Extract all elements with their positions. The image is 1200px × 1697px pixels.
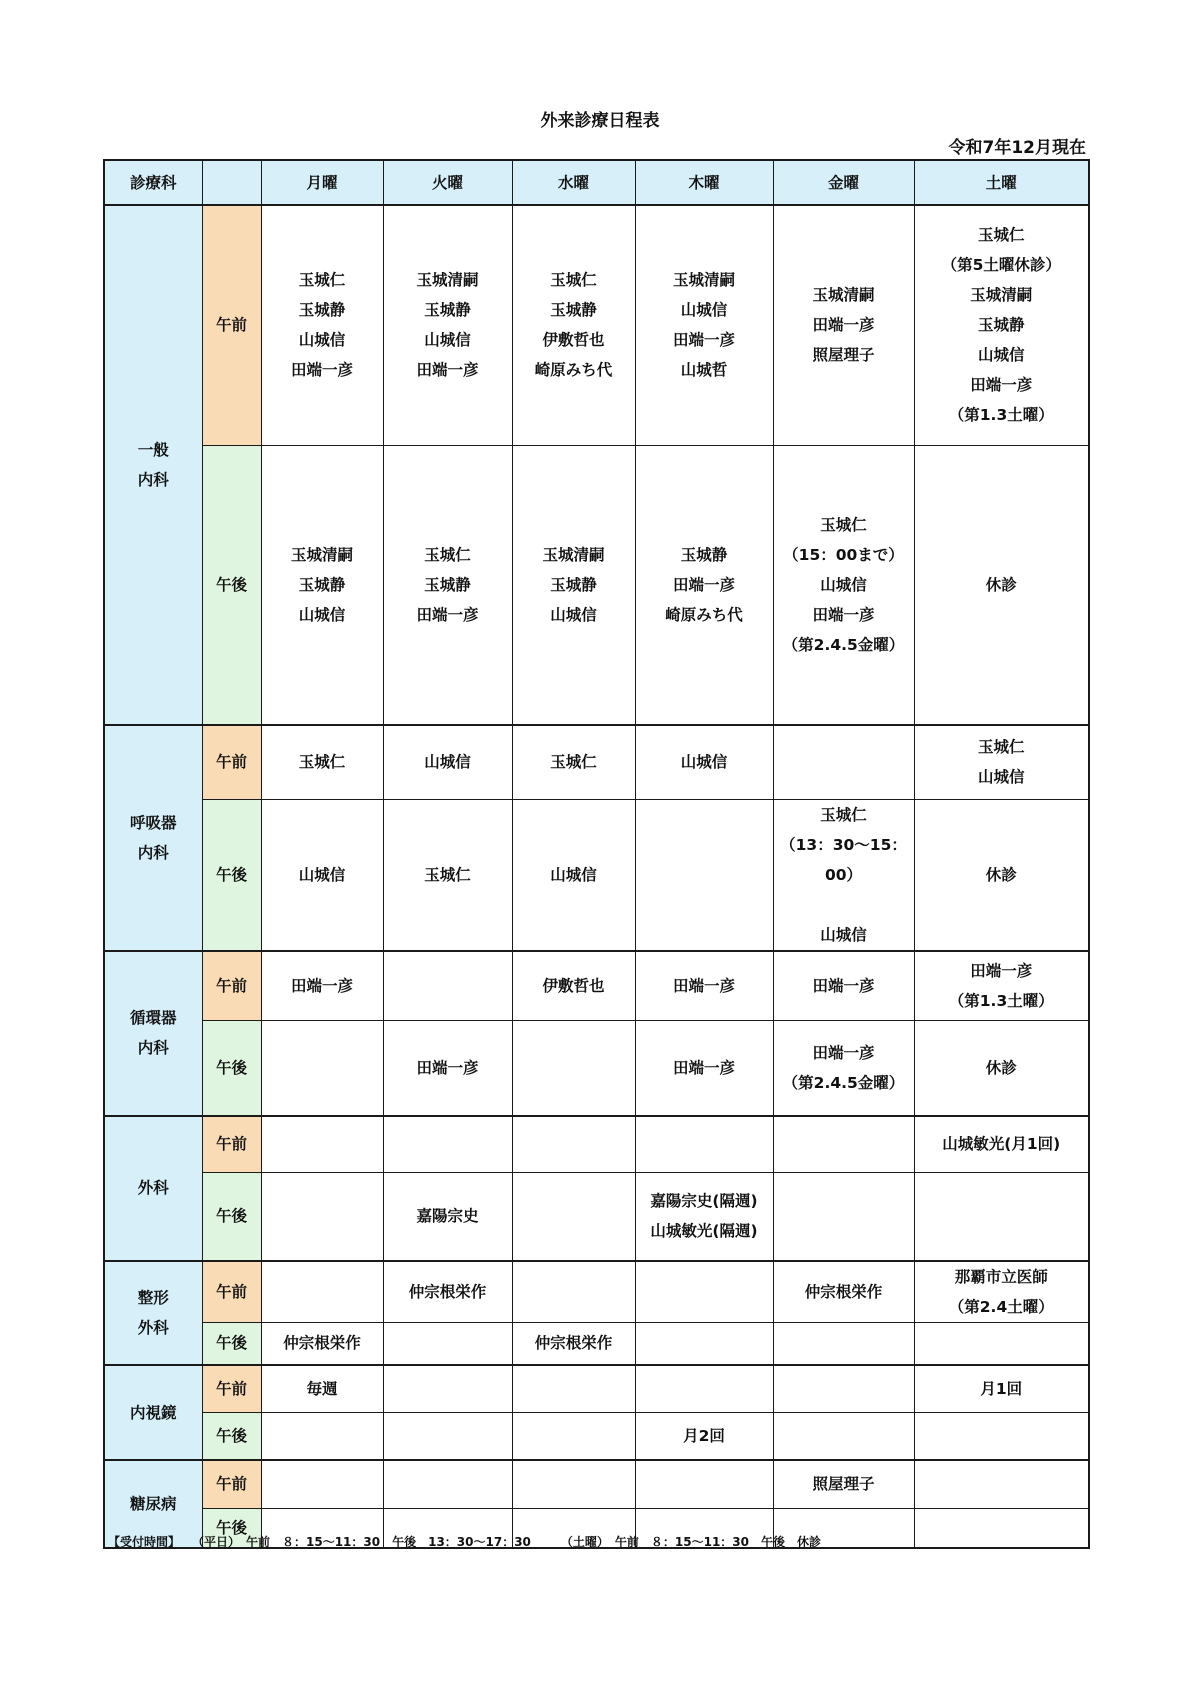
schedule-cell — [261, 1412, 383, 1460]
department-name: 糖尿病 — [104, 1460, 202, 1548]
header-slot — [202, 160, 261, 205]
schedule-cell: 玉城清嗣 玉城静 山城信 — [261, 445, 383, 725]
schedule-cell: 玉城仁 玉城静 伊敷哲也 崎原みち代 — [512, 205, 635, 445]
schedule-cell — [914, 1412, 1089, 1460]
schedule-cell: 休診 — [914, 445, 1089, 725]
schedule-cell — [635, 1116, 773, 1173]
schedule-cell: 田端一彦 — [773, 951, 914, 1021]
schedule-cell — [512, 1412, 635, 1460]
session-pm: 午後 — [202, 799, 261, 951]
schedule-cell — [383, 951, 512, 1021]
schedule-cell: 玉城仁 （15：00まで） 山城信 田端一彦 （第2.4.5金曜） — [773, 445, 914, 725]
schedule-cell — [914, 1322, 1089, 1365]
session-am: 午前 — [202, 1460, 261, 1508]
schedule-cell: 田端一彦 — [383, 1021, 512, 1116]
department-name: 循環器 内科 — [104, 951, 202, 1116]
schedule-cell — [383, 1322, 512, 1365]
schedule-cell — [383, 1116, 512, 1173]
schedule-cell — [635, 799, 773, 951]
department-name: 外科 — [104, 1116, 202, 1261]
schedule-cell — [914, 1173, 1089, 1261]
header-day: 月曜 — [261, 160, 383, 205]
schedule-row — [104, 799, 1089, 951]
schedule-row — [104, 1412, 1089, 1460]
schedule-cell: 嘉陽宗史(隔週) 山城敏光(隔週) — [635, 1173, 773, 1261]
header-row — [104, 160, 1089, 205]
schedule-cell: 山城信 — [383, 725, 512, 799]
schedule-cell: 照屋理子 — [773, 1460, 914, 1508]
schedule-cell: 月1回 — [914, 1365, 1089, 1412]
schedule-cell — [512, 1365, 635, 1412]
schedule-row — [104, 951, 1089, 1021]
header-day: 金曜 — [773, 160, 914, 205]
schedule-cell — [773, 1412, 914, 1460]
schedule-cell — [635, 1261, 773, 1323]
schedule-cell: 山城信 — [261, 799, 383, 951]
schedule-cell: 仲宗根栄作 — [512, 1322, 635, 1365]
schedule-cell — [914, 1460, 1089, 1508]
schedule-cell: 山城敏光(月1回) — [914, 1116, 1089, 1173]
schedule-cell: 玉城清嗣 玉城静 山城信 — [512, 445, 635, 725]
schedule-body — [104, 205, 1089, 1548]
schedule-cell: 仲宗根栄作 — [383, 1261, 512, 1323]
schedule-row — [104, 1365, 1089, 1412]
schedule-cell — [383, 1365, 512, 1412]
department-name: 整形 外科 — [104, 1261, 202, 1366]
schedule-cell: 玉城仁 — [383, 799, 512, 951]
schedule-cell: 毎週 — [261, 1365, 383, 1412]
schedule-cell — [512, 1173, 635, 1261]
page-title: 外来診療日程表 — [540, 111, 660, 131]
department-name: 呼吸器 内科 — [104, 725, 202, 951]
schedule-cell: 玉城清嗣 玉城静 山城信 田端一彦 — [383, 205, 512, 445]
schedule-cell — [635, 1365, 773, 1412]
schedule-cell: 玉城仁 山城信 — [914, 725, 1089, 799]
schedule-cell: 田端一彦 （第1.3土曜） — [914, 951, 1089, 1021]
schedule-row — [104, 1322, 1089, 1365]
schedule-cell — [512, 1116, 635, 1173]
schedule-row — [104, 1460, 1089, 1508]
session-am: 午前 — [202, 205, 261, 445]
schedule-cell — [512, 1021, 635, 1116]
session-pm: 午後 — [202, 445, 261, 725]
header-day: 火曜 — [383, 160, 512, 205]
schedule-cell: 玉城清嗣 山城信 田端一彦 山城哲 — [635, 205, 773, 445]
schedule-cell: 伊敷哲也 — [512, 951, 635, 1021]
schedule-cell: 田端一彦 — [261, 951, 383, 1021]
schedule-cell — [512, 1261, 635, 1323]
schedule-cell — [261, 1173, 383, 1261]
schedule-cell — [383, 1460, 512, 1508]
session-am: 午前 — [202, 1261, 261, 1323]
session-pm: 午後 — [202, 1322, 261, 1365]
schedule-cell: 田端一彦 — [635, 951, 773, 1021]
schedule-cell: 仲宗根栄作 — [261, 1322, 383, 1365]
header-day: 土曜 — [914, 160, 1089, 205]
header-dept: 診療科 — [104, 160, 202, 205]
schedule-cell: 休診 — [914, 799, 1089, 951]
schedule-cell: 玉城仁 （13：30～15：00） 山城信 — [773, 799, 914, 951]
schedule-row — [104, 205, 1089, 445]
schedule-cell: 休診 — [914, 1021, 1089, 1116]
schedule-cell — [914, 1508, 1089, 1548]
schedule-cell — [261, 1460, 383, 1508]
schedule-row — [104, 1021, 1089, 1116]
schedule-cell: 田端一彦 — [635, 1021, 773, 1116]
schedule-cell — [261, 1021, 383, 1116]
schedule-cell: 嘉陽宗史 — [383, 1173, 512, 1261]
schedule-table — [103, 159, 1090, 1549]
session-pm: 午後 — [202, 1412, 261, 1460]
schedule-row — [104, 1116, 1089, 1173]
schedule-cell — [261, 1261, 383, 1323]
schedule-cell: 玉城仁 — [512, 725, 635, 799]
schedule-cell — [773, 1116, 914, 1173]
schedule-row — [104, 1173, 1089, 1261]
schedule-cell — [383, 1412, 512, 1460]
session-am: 午前 — [202, 1116, 261, 1173]
schedule-cell — [635, 1322, 773, 1365]
schedule-cell: 玉城仁 玉城静 山城信 田端一彦 — [261, 205, 383, 445]
schedule-cell — [512, 1460, 635, 1508]
department-name: 内視鏡 — [104, 1365, 202, 1460]
schedule-cell: 山城信 — [635, 725, 773, 799]
schedule-cell — [773, 725, 914, 799]
session-am: 午前 — [202, 1365, 261, 1412]
schedule-cell — [773, 1173, 914, 1261]
schedule-cell: 那覇市立医師 （第2.4土曜） — [914, 1261, 1089, 1323]
schedule-cell: 玉城仁 （第5土曜休診） 玉城清嗣 玉城静 山城信 田端一彦 （第1.3土曜） — [914, 205, 1089, 445]
header-day: 木曜 — [635, 160, 773, 205]
schedule-cell: 月2回 — [635, 1412, 773, 1460]
schedule-cell: 山城信 — [512, 799, 635, 951]
session-pm: 午後 — [202, 1021, 261, 1116]
schedule-cell — [773, 1322, 914, 1365]
session-am: 午前 — [202, 951, 261, 1021]
schedule-cell — [261, 1116, 383, 1173]
schedule-cell: 仲宗根栄作 — [773, 1261, 914, 1323]
session-pm: 午後 — [202, 1173, 261, 1261]
schedule-cell: 田端一彦 （第2.4.5金曜） — [773, 1021, 914, 1116]
schedule-row — [104, 1261, 1089, 1323]
schedule-cell: 玉城仁 — [261, 725, 383, 799]
department-name: 一般 内科 — [104, 205, 202, 725]
reception-hours: 【受付時間】 （平日） 午前 ８：15～11：30 午後 13：30～17：30 （土曜） 午前 ８：15～11：30 午後 休診 — [108, 1535, 821, 1549]
schedule-row — [104, 445, 1089, 725]
schedule-cell: 玉城清嗣 田端一彦 照屋理子 — [773, 205, 914, 445]
session-pm: 午後 — [202, 1508, 261, 1548]
header-day: 水曜 — [512, 160, 635, 205]
as-of-date: 令和7年12月現在 — [948, 138, 1086, 158]
schedule-row — [104, 725, 1089, 799]
schedule-cell: 玉城静 田端一彦 崎原みち代 — [635, 445, 773, 725]
schedule-cell: 玉城仁 玉城静 田端一彦 — [383, 445, 512, 725]
session-am: 午前 — [202, 725, 261, 799]
schedule-cell — [635, 1460, 773, 1508]
schedule-cell — [773, 1365, 914, 1412]
